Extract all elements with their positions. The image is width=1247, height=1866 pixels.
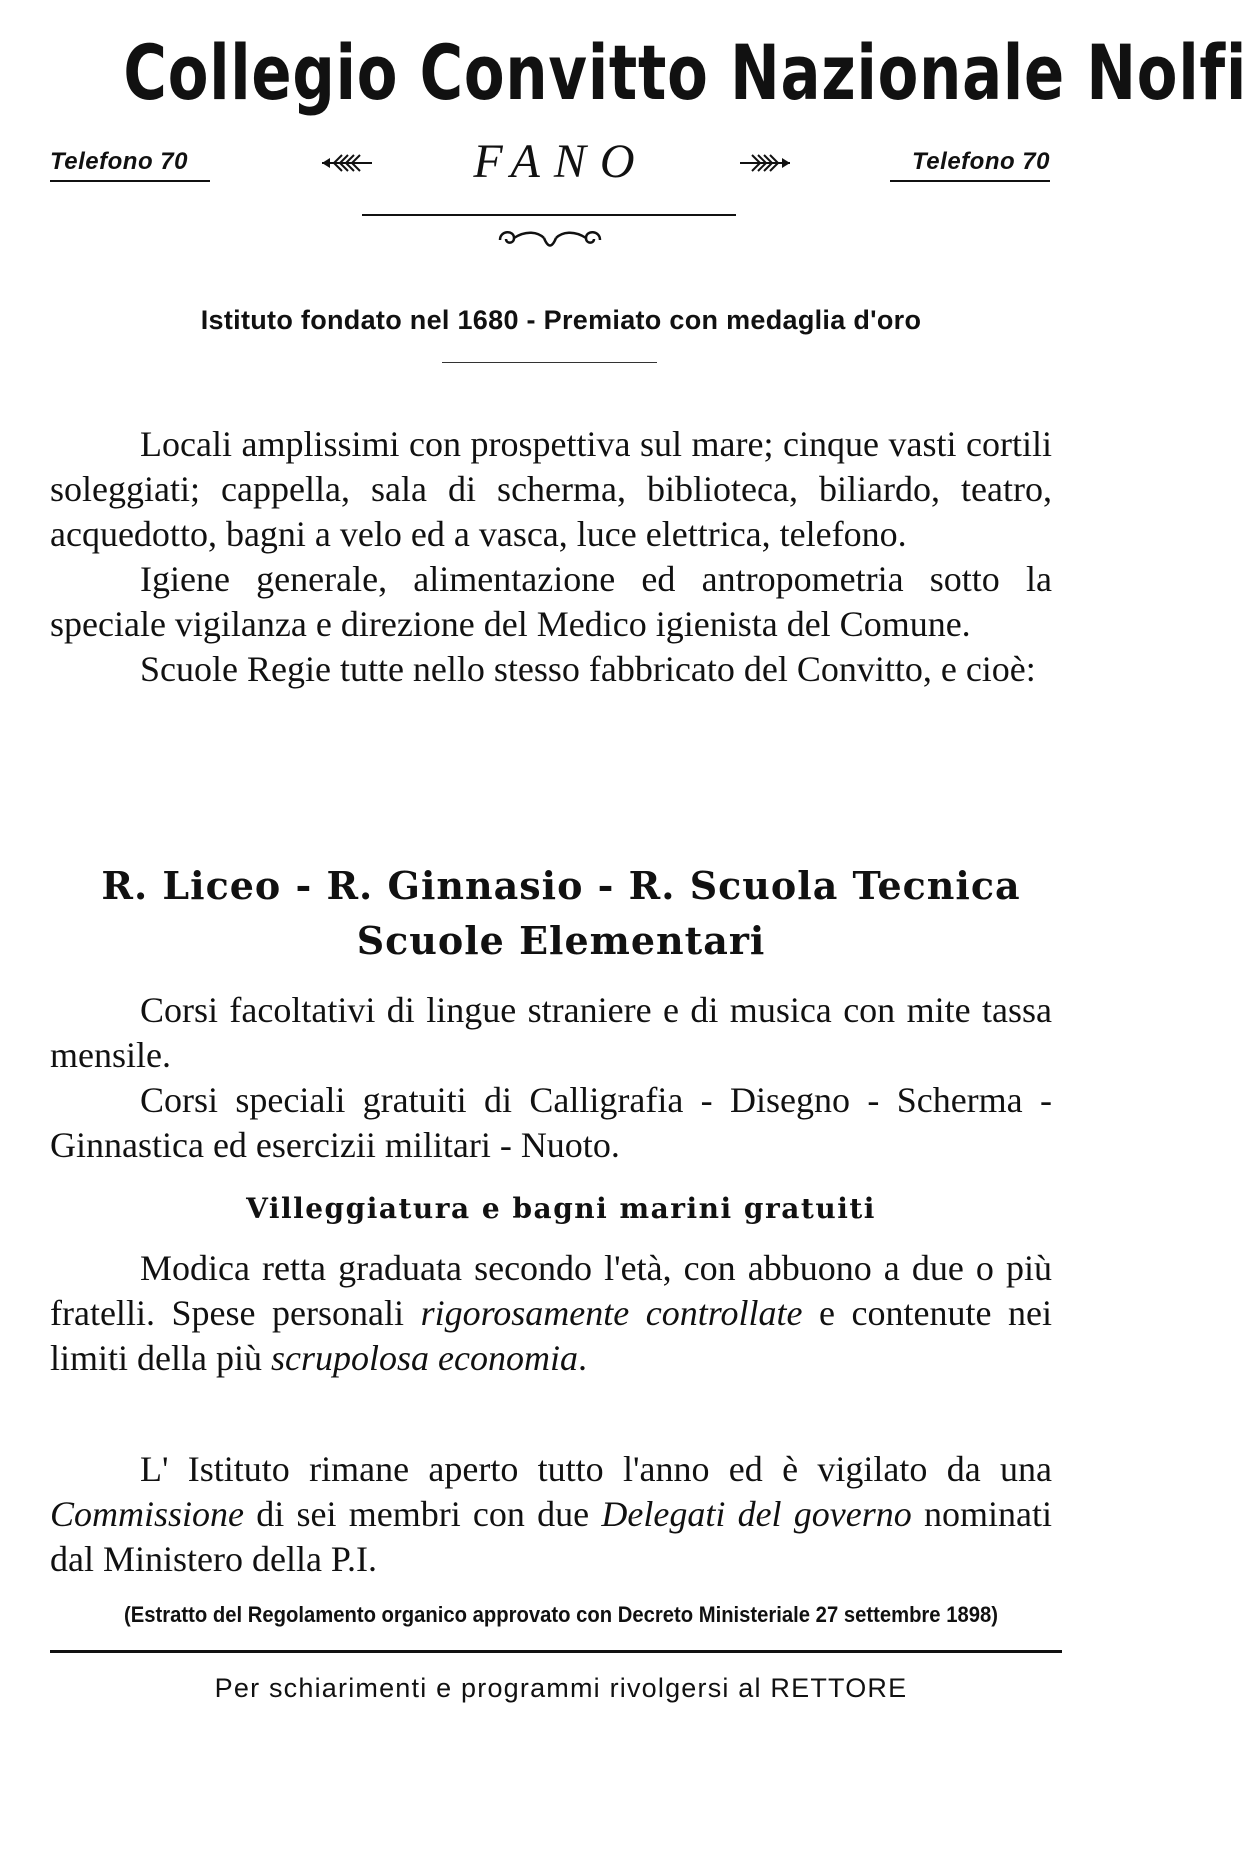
schools-line-1: R. Liceo - R. Ginnasio - R. Scuola Tecnica (101, 863, 1021, 908)
paragraph-opening: L' Istituto rimane aperto tutto l'anno ed è vigilato da una Commissione di sei membri con due Delegati del governo nominati dal Ministero della P.I. (50, 1449, 1052, 1579)
footer-contact: Per schiarimenti e programmi rivolgersi al RETTORE (214, 1673, 908, 1703)
founding-note: Istituto fondato nel 1680 - Premiato con medaglia d'oro (200, 305, 922, 335)
phone-right: Telefono 70 (890, 148, 1050, 182)
intro-text (50, 422, 1052, 692)
villeggiatura-heading: Villeggiatura e bagni marini gratuiti (246, 1192, 876, 1225)
paragraph-schools: Scuole Regie tutte nello stesso fabbricato del Convitto, e cioè: (140, 649, 1036, 689)
schools-line-2: Scuole Elementari (356, 918, 766, 963)
paragraph-fees: Modica retta graduata secondo l'età, con abbuono a due o più fratelli. Spese personali rigorosamente controllate e contenute nei limiti della più scrupolosa economia. (50, 1248, 1053, 1378)
page-title: Collegio Convitto Nazionale Nolfi (123, 28, 1247, 117)
city-name: FANO (473, 135, 649, 188)
header-divider (362, 214, 736, 216)
opening-text (50, 1447, 1052, 1582)
fern-ornament-right-icon (738, 152, 792, 178)
phone-left: Telefono 70 (50, 148, 210, 182)
paragraph-optional-courses: Corsi facoltativi di lingue straniere e di musica con mite tassa mensile. (50, 990, 1052, 1075)
regulation-extract-note: (Estratto del Regolamento organico approvato con Decreto Ministeriale 27 settembre 1898) (124, 1602, 998, 1627)
section-divider (442, 362, 657, 363)
fees-text (50, 1246, 1052, 1381)
courses-text (50, 988, 1052, 1168)
paragraph-facilities: Locali amplissimi con prospettiva sul mare; cinque vasti cortili soleggiati; cappella, sala di scherma, biblioteca, biliardo, teatro, acquedotto, bagni a velo ed a vasca, luce elettrica, telefono. (50, 424, 1052, 554)
scroll-flourish-icon (490, 222, 610, 260)
footer-divider (50, 1650, 1062, 1653)
paragraph-hygiene: Igiene generale, alimentazione ed antropometria sotto la speciale vigilanza e direzione del Medico igienista del Comune. (50, 559, 1052, 644)
paragraph-free-courses: Corsi speciali gratuiti di Calligrafia - Disegno - Scherma - Ginnastica ed esercizii militari - Nuoto. (50, 1080, 1052, 1165)
